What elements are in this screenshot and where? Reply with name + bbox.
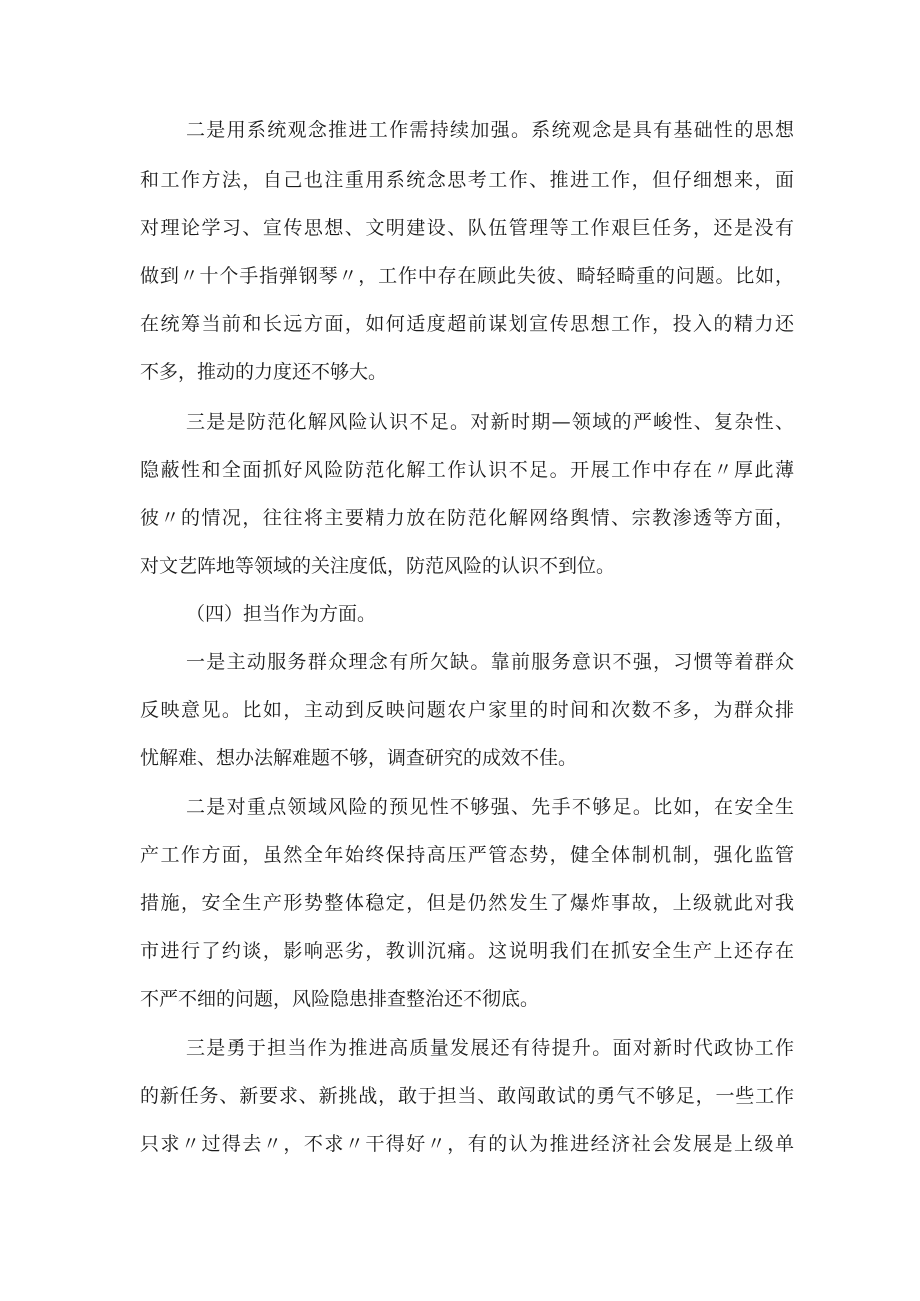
text-line-21: 的新任务、新要求、新挑战，敢于担当、敢闯敢试的勇气不够足，一些工作 <box>140 1085 794 1107</box>
text-line-7: 三是是防范化解风险认识不足。对新时期—领域的严峻性、复杂性、 <box>186 411 794 433</box>
text-line-10: 对文艺阵地等领域的关注度低，防范风险的认识不到位。 <box>140 555 616 577</box>
section-heading: （四）担当作为方面。 <box>186 603 377 625</box>
text-line-19: 不严不细的问题，风险隐患排查整治还不彻底。 <box>140 988 540 1010</box>
text-line-9: 彼〃的情况，往往将主要精力放在防范化解网络舆情、宗教渗透等方面， <box>140 507 794 529</box>
text-line-17: 措施，安全生产形势整体稳定，但是仍然发生了爆炸事故，上级就此对我 <box>140 892 794 914</box>
text-line-14: 忧解难、想办法解难题不够，调查研究的成效不佳。 <box>140 747 578 769</box>
text-line-13: 反映意见。比如，主动到反映问题农户家里的时间和次数不多，为群众排 <box>140 699 794 721</box>
text-line-6: 不多，推动的力度还不够大。 <box>140 361 388 383</box>
text-line-22: 只求〃过得去〃，不求〃干得好〃，有的认为推进经济社会发展是上级单 <box>140 1133 794 1155</box>
text-line-20: 三是勇于担当作为推进高质量发展还有待提升。面对新时代政协工作 <box>186 1037 794 1059</box>
text-line-1: 二是用系统观念推进工作需持续加强。系统观念是具有基础性的思想 <box>186 119 794 141</box>
text-line-3: 对理论学习、宣传思想、文明建设、队伍管理等工作艰巨任务，还是没有 <box>140 217 794 239</box>
text-line-5: 在统筹当前和长远方面，如何适度超前谋划宣传思想工作，投入的精力还 <box>140 313 794 335</box>
text-line-16: 产工作方面，虽然全年始终保持高压严管态势，健全体制机制，强化监管 <box>140 844 794 866</box>
text-line-8: 隐蔽性和全面抓好风险防范化解工作认识不足。开展工作中存在〃厚此薄 <box>140 459 794 481</box>
text-line-2: 和工作方法，自己也注重用系统念思考工作、推进工作，但仔细想来，面 <box>140 169 794 191</box>
text-line-15: 二是对重点领域风险的预见性不够强、先手不够足。比如，在安全生 <box>186 796 794 818</box>
text-line-4: 做到〃十个手指弹钢琴〃，工作中存在顾此失彼、畸轻畸重的问题。比如， <box>140 265 794 287</box>
text-line-12: 一是主动服务群众理念有所欠缺。靠前服务意识不强，习惯等着群众 <box>186 651 794 673</box>
text-line-18: 市进行了约谈，影响恶劣，教训沉痛。这说明我们在抓安全生产上还存在 <box>140 940 794 962</box>
